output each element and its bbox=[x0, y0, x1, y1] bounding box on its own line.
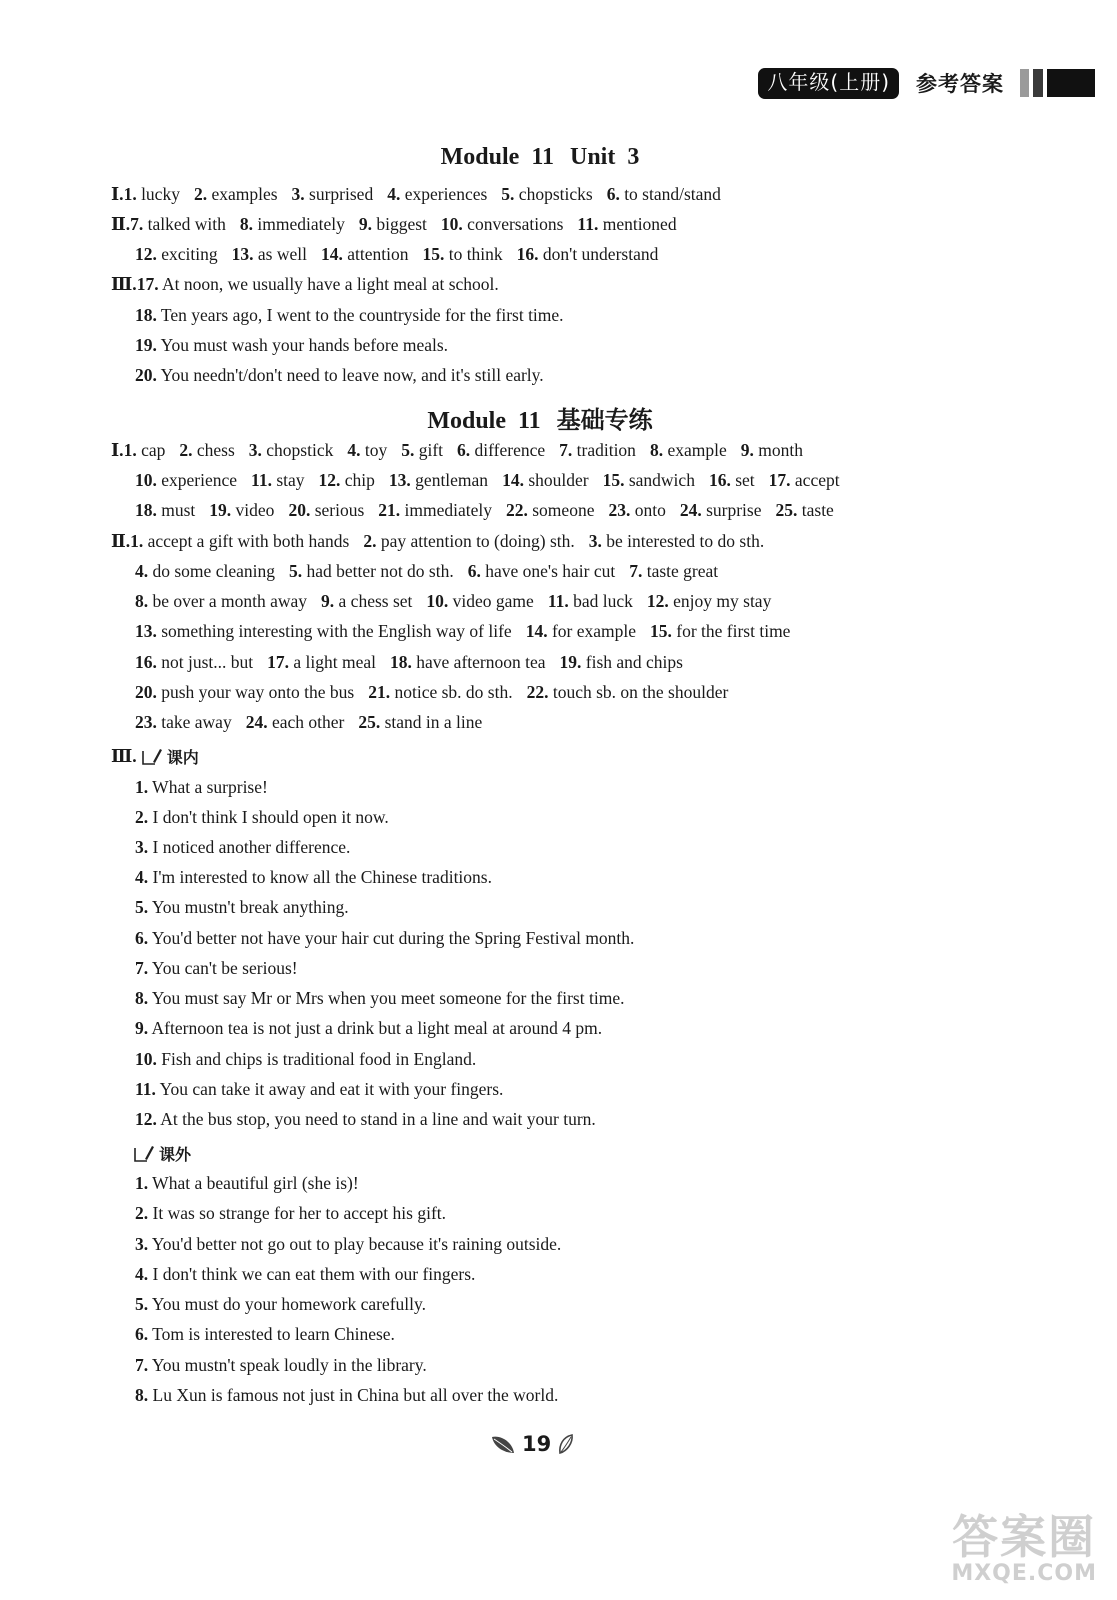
answer-text: attention bbox=[342, 244, 409, 264]
item-number: 2. bbox=[363, 531, 377, 551]
watermark bbox=[951, 1510, 1097, 1586]
answer-text: What a surprise! bbox=[148, 777, 268, 797]
item-number: 4. bbox=[135, 561, 149, 581]
answer-text: I'm interested to know all the Chinese traditions. bbox=[148, 867, 492, 887]
item-number: 19. bbox=[209, 500, 232, 520]
item-number: 9. bbox=[321, 591, 335, 611]
answer-text: You can take it away and eat it with your fingers. bbox=[155, 1079, 504, 1099]
title-practice: 基础专练 bbox=[556, 406, 653, 434]
answer-text: for the first time bbox=[671, 621, 791, 641]
answer-text: don't understand bbox=[538, 244, 659, 264]
answer-text: chess bbox=[192, 440, 235, 460]
header-bar bbox=[1033, 69, 1043, 97]
answer-line bbox=[135, 243, 658, 265]
answer-text: gentleman bbox=[410, 470, 489, 490]
item-number: 8. bbox=[649, 440, 664, 460]
answer-text: shoulder bbox=[523, 470, 589, 490]
item-number: 1. bbox=[135, 777, 149, 797]
answer-text: stay bbox=[271, 470, 305, 490]
answer-line bbox=[135, 836, 350, 858]
item-number: 17. bbox=[768, 470, 791, 490]
item-number: 2. bbox=[179, 440, 193, 460]
answer-text: tradition bbox=[572, 440, 636, 460]
item-number: 8. bbox=[135, 591, 149, 611]
answer-line bbox=[135, 304, 564, 326]
item-number: 4. bbox=[135, 1264, 149, 1284]
answer-text: lucky bbox=[136, 184, 180, 204]
item-number: 10. bbox=[426, 591, 449, 611]
answer-line bbox=[135, 711, 482, 733]
answer-line bbox=[135, 1202, 446, 1224]
item-number: 13. bbox=[388, 470, 411, 490]
item-number: 13. bbox=[135, 621, 157, 641]
answer-line bbox=[135, 1108, 596, 1130]
item-number: 24. bbox=[679, 500, 702, 520]
item-number: 1. bbox=[123, 440, 137, 460]
answer-line bbox=[135, 469, 854, 491]
answer-text: each other bbox=[267, 712, 345, 732]
answer-text: You can't be serious! bbox=[148, 958, 298, 978]
item-number: 12. bbox=[318, 470, 341, 490]
watermark-logo: 答案圈 bbox=[952, 1510, 1097, 1564]
item-number: 16. bbox=[135, 652, 157, 672]
item-number: 7. bbox=[629, 561, 643, 581]
item-number: 5. bbox=[135, 1294, 149, 1314]
page-number-text: 19 bbox=[522, 1432, 552, 1456]
leaf-icon bbox=[490, 1433, 516, 1455]
answer-text: do some cleaning bbox=[148, 561, 275, 581]
item-number: 8. bbox=[135, 1385, 149, 1405]
answer-text: a light meal bbox=[289, 652, 377, 672]
answer-line bbox=[135, 806, 389, 828]
answer-text: notice sb. do sth. bbox=[390, 682, 513, 702]
answer-text: It was so strange for her to accept his gift. bbox=[148, 1203, 447, 1223]
item-number: 23. bbox=[135, 712, 157, 732]
answer-line bbox=[135, 1078, 503, 1100]
answer-text: At noon, we usually have a light meal at school. bbox=[158, 274, 499, 294]
answer-text: You'd better not go out to play because it's raining outside. bbox=[148, 1234, 562, 1254]
item-number: 20. bbox=[135, 365, 157, 385]
item-number: 6. bbox=[457, 440, 471, 460]
answer-text: push your way onto the bus bbox=[156, 682, 355, 702]
answer-line bbox=[135, 1048, 476, 1070]
answer-line bbox=[135, 1233, 561, 1255]
answer-line bbox=[111, 273, 499, 295]
item-number: 8. bbox=[135, 988, 149, 1008]
item-number: 11. bbox=[251, 470, 272, 490]
answer-line bbox=[135, 896, 349, 918]
answer-text: immediately bbox=[400, 500, 492, 520]
answer-text: immediately bbox=[253, 214, 345, 234]
item-number: 16. bbox=[708, 470, 731, 490]
answer-line bbox=[135, 560, 718, 582]
answer-text: examples bbox=[207, 184, 278, 204]
item-number: 8. bbox=[239, 214, 253, 234]
item-number: 9. bbox=[358, 214, 372, 234]
section-number: Ⅲ. bbox=[111, 746, 137, 766]
item-number: 10. bbox=[135, 470, 157, 490]
item-number: 15. bbox=[650, 621, 672, 641]
answer-line bbox=[111, 530, 764, 552]
item-number: 25. bbox=[775, 500, 798, 520]
item-number: 12. bbox=[135, 244, 157, 264]
answer-text: bad luck bbox=[568, 591, 633, 611]
answer-line bbox=[135, 364, 544, 386]
answer-text: be over a month away bbox=[148, 591, 308, 611]
item-number: 2. bbox=[193, 184, 208, 204]
answer-line bbox=[135, 499, 848, 521]
section-title-basic bbox=[0, 400, 1080, 435]
item-number: 14. bbox=[525, 621, 548, 641]
answer-line bbox=[111, 213, 677, 235]
item-number: 17. bbox=[267, 652, 290, 672]
item-number: 1. bbox=[123, 184, 137, 204]
pencil-icon bbox=[141, 747, 163, 767]
page-header bbox=[758, 66, 1095, 100]
answer-text: be interested to do sth. bbox=[601, 531, 765, 551]
answer-line bbox=[135, 927, 634, 949]
answer-text: talked with bbox=[143, 214, 226, 234]
answer-text: to think bbox=[444, 244, 503, 264]
answer-text: Tom is interested to learn Chinese. bbox=[148, 1324, 395, 1344]
answer-line bbox=[135, 1323, 395, 1345]
item-number: 5. bbox=[288, 561, 303, 581]
title-unit: Unit 3 bbox=[570, 144, 640, 170]
answer-text: serious bbox=[310, 500, 365, 520]
answer-text: chip bbox=[340, 470, 375, 490]
inclass-label: 课内 bbox=[166, 748, 199, 767]
answer-text: taste great bbox=[642, 561, 719, 581]
title-module: Module 11 bbox=[427, 408, 541, 434]
pencil-icon bbox=[133, 1144, 155, 1164]
item-number: 7. bbox=[135, 958, 149, 978]
answer-text: difference bbox=[470, 440, 546, 460]
item-number: 11. bbox=[135, 1079, 156, 1099]
section-number: Ⅰ. bbox=[111, 440, 124, 460]
item-number: 5. bbox=[135, 897, 149, 917]
section-number: Ⅱ. bbox=[111, 531, 131, 551]
header-bar bbox=[1020, 69, 1029, 97]
answer-line bbox=[135, 1263, 475, 1285]
item-number: 15. bbox=[602, 470, 625, 490]
item-number: 2. bbox=[135, 807, 149, 827]
answer-text: accept bbox=[790, 470, 840, 490]
extra-label: 课外 bbox=[159, 1145, 192, 1164]
answer-text: experience bbox=[156, 470, 238, 490]
item-number: 23. bbox=[608, 500, 631, 520]
answer-text: You needn't/don't need to leave now, and it's still early. bbox=[156, 365, 544, 385]
answer-text: conversations bbox=[462, 214, 564, 234]
answer-text: someone bbox=[527, 500, 595, 520]
item-number: 21. bbox=[368, 682, 391, 702]
item-number: 18. bbox=[135, 305, 157, 325]
answer-text: What a beautiful girl (she is)! bbox=[148, 1173, 359, 1193]
answer-text: Fish and chips is traditional food in England. bbox=[156, 1049, 477, 1069]
answer-text: Ten years ago, I went to the countryside for the first time. bbox=[156, 305, 564, 325]
answer-line bbox=[135, 1172, 359, 1194]
section-number: Ⅰ. bbox=[111, 184, 124, 204]
answer-line bbox=[111, 439, 803, 461]
answer-text: I don't think I should open it now. bbox=[148, 807, 389, 827]
answer-text: must bbox=[156, 500, 196, 520]
item-number: 6. bbox=[135, 1324, 149, 1344]
item-number: 1. bbox=[130, 531, 144, 551]
answer-line bbox=[135, 1384, 558, 1406]
item-number: 14. bbox=[502, 470, 524, 490]
answer-text: I noticed another difference. bbox=[148, 837, 351, 857]
answer-text: fish and chips bbox=[581, 652, 683, 672]
item-number: 21. bbox=[378, 500, 401, 520]
item-number: 10. bbox=[135, 1049, 157, 1069]
item-number: 3. bbox=[588, 531, 602, 551]
header-decoration bbox=[1016, 69, 1095, 97]
item-number: 19. bbox=[135, 335, 157, 355]
title-module: Module 11 bbox=[440, 144, 554, 170]
item-number: 9. bbox=[740, 440, 754, 460]
answer-text: cap bbox=[136, 440, 166, 460]
answer-line bbox=[135, 590, 771, 612]
answer-text: mentioned bbox=[598, 214, 677, 234]
answer-text: toy bbox=[360, 440, 388, 460]
answer-line bbox=[135, 957, 298, 979]
answer-text: biggest bbox=[371, 214, 427, 234]
item-number: 6. bbox=[135, 928, 149, 948]
subsection-extra bbox=[133, 1142, 191, 1165]
answer-text: not just... but bbox=[156, 652, 254, 672]
answer-text: exciting bbox=[156, 244, 218, 264]
item-number: 22. bbox=[506, 500, 528, 520]
answer-line bbox=[111, 183, 721, 205]
watermark-url: MXQE.COM bbox=[951, 1561, 1097, 1586]
answer-text: stand in a line bbox=[380, 712, 483, 732]
item-number: 3. bbox=[135, 1234, 149, 1254]
section-title-unit3 bbox=[0, 144, 1080, 171]
item-number: 5. bbox=[501, 184, 515, 204]
answer-text: gift bbox=[414, 440, 444, 460]
answer-text: surprised bbox=[304, 184, 374, 204]
answer-line bbox=[135, 334, 448, 356]
item-number: 16. bbox=[516, 244, 539, 264]
item-number: 6. bbox=[606, 184, 620, 204]
item-number: 11. bbox=[547, 591, 569, 611]
answer-text: chopsticks bbox=[514, 184, 593, 204]
leaf-icon bbox=[557, 1433, 575, 1455]
item-number: 1. bbox=[135, 1173, 149, 1193]
answer-text: video bbox=[231, 500, 275, 520]
item-number: 7. bbox=[559, 440, 573, 460]
item-number: 4. bbox=[347, 440, 361, 460]
item-number: 4. bbox=[135, 867, 149, 887]
answer-text: You mustn't break anything. bbox=[148, 897, 349, 917]
header-bar bbox=[1047, 69, 1095, 97]
answer-text: onto bbox=[630, 500, 666, 520]
item-number: 13. bbox=[231, 244, 254, 264]
answer-text: You must say Mr or Mrs when you meet someone for the first time. bbox=[148, 988, 625, 1008]
answer-text: You must do your homework carefully. bbox=[148, 1294, 426, 1314]
section-number: Ⅱ. bbox=[111, 214, 131, 234]
answer-text: You'd better not have your hair cut during the Spring Festival month. bbox=[148, 928, 635, 948]
answer-text: enjoy my stay bbox=[668, 591, 772, 611]
answer-text: At the bus stop, you need to stand in a line and wait your turn. bbox=[156, 1109, 596, 1129]
item-number: 2. bbox=[135, 1203, 149, 1223]
answer-line bbox=[135, 776, 268, 798]
answer-line bbox=[135, 620, 790, 642]
answer-text: example bbox=[663, 440, 727, 460]
grade-badge: 八年级(上册) bbox=[758, 68, 899, 99]
answer-text: to stand/stand bbox=[619, 184, 721, 204]
item-number: 7. bbox=[135, 1355, 149, 1375]
answer-text: surprise bbox=[701, 500, 762, 520]
item-number: 22. bbox=[526, 682, 549, 702]
item-number: 20. bbox=[135, 682, 157, 702]
item-number: 9. bbox=[135, 1018, 149, 1038]
answer-text: touch sb. on the shoulder bbox=[548, 682, 729, 702]
item-number: 5. bbox=[401, 440, 415, 460]
answer-text: I don't think we can eat them with our fingers. bbox=[148, 1264, 476, 1284]
item-number: 19. bbox=[559, 652, 582, 672]
answer-text: You mustn't speak loudly in the library. bbox=[148, 1355, 427, 1375]
item-number: 3. bbox=[248, 440, 262, 460]
answer-text: have afternoon tea bbox=[411, 652, 546, 672]
item-number: 4. bbox=[387, 184, 401, 204]
item-number: 7. bbox=[130, 214, 144, 234]
answer-line bbox=[135, 681, 728, 703]
answer-line bbox=[135, 987, 624, 1009]
item-number: 12. bbox=[646, 591, 669, 611]
answer-text: as well bbox=[253, 244, 307, 264]
answer-text: set bbox=[730, 470, 755, 490]
answer-text: something interesting with the English way of life bbox=[156, 621, 512, 641]
item-number: 11. bbox=[577, 214, 599, 234]
item-number: 18. bbox=[390, 652, 412, 672]
item-number: 17. bbox=[136, 274, 159, 294]
answer-text: month bbox=[753, 440, 803, 460]
answer-text: sandwich bbox=[624, 470, 695, 490]
answer-text: Afternoon tea is not just a drink but a light meal at around 4 pm. bbox=[148, 1018, 603, 1038]
answer-text: taste bbox=[797, 500, 834, 520]
page-number bbox=[490, 1432, 575, 1456]
answer-text: for example bbox=[547, 621, 636, 641]
answer-text: Lu Xun is famous not just in China but all over the world. bbox=[148, 1385, 559, 1405]
subsection-inclass bbox=[111, 745, 199, 768]
answer-line bbox=[135, 1017, 602, 1039]
item-number: 24. bbox=[245, 712, 268, 732]
section-number: Ⅲ. bbox=[111, 274, 137, 294]
answer-text: take away bbox=[156, 712, 232, 732]
item-number: 3. bbox=[135, 837, 149, 857]
answer-text: a chess set bbox=[334, 591, 413, 611]
answer-text: chopstick bbox=[261, 440, 334, 460]
item-number: 14. bbox=[320, 244, 343, 264]
answer-line bbox=[135, 651, 683, 673]
answer-line bbox=[135, 1293, 426, 1315]
answer-text: You must wash your hands before meals. bbox=[156, 335, 449, 355]
item-number: 12. bbox=[135, 1109, 157, 1129]
answer-line bbox=[135, 1354, 427, 1376]
header-title: 参考答案 bbox=[916, 72, 1004, 96]
answer-line bbox=[135, 866, 492, 888]
item-number: 18. bbox=[135, 500, 157, 520]
item-number: 25. bbox=[358, 712, 381, 732]
answer-text: have one's hair cut bbox=[480, 561, 616, 581]
item-number: 20. bbox=[288, 500, 311, 520]
item-number: 15. bbox=[422, 244, 445, 264]
answer-text: had better not do sth. bbox=[302, 561, 454, 581]
answer-text: experiences bbox=[400, 184, 488, 204]
item-number: 10. bbox=[440, 214, 463, 234]
item-number: 6. bbox=[467, 561, 481, 581]
answer-text: accept a gift with both hands bbox=[143, 531, 350, 551]
answer-text: pay attention to (doing) sth. bbox=[376, 531, 575, 551]
answer-text: video game bbox=[448, 591, 534, 611]
item-number: 3. bbox=[291, 184, 305, 204]
